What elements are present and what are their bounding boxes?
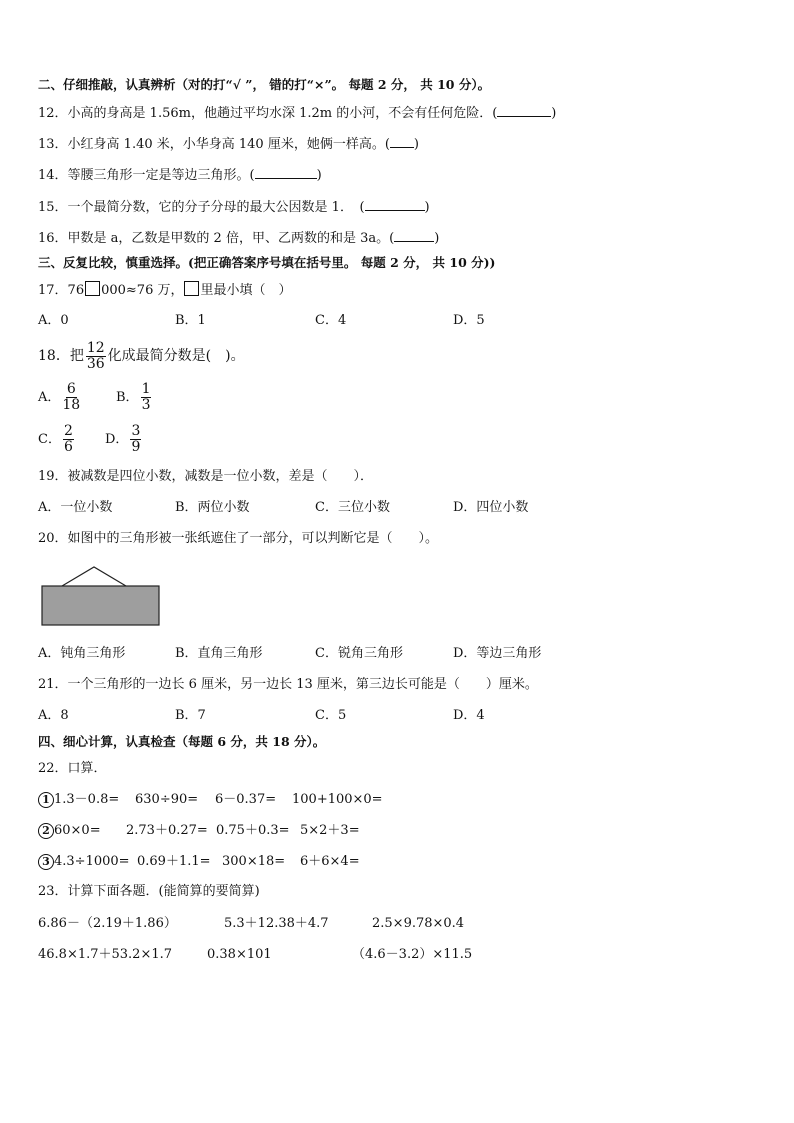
option-label: A．: [38, 390, 61, 405]
calc-item: 46.8×1.7＋53.2×1.7: [38, 947, 173, 962]
triangle-apex-lines: [62, 567, 126, 586]
answer-blank-16[interactable]: [394, 229, 434, 242]
question-17-part2: 000≈76 万，: [101, 283, 184, 298]
oral-calc-item: 6－0.37=: [215, 792, 277, 807]
oral-calc-item: 2.73＋0.27=: [126, 823, 208, 838]
oral-calc-item: 1.3－0.8=: [54, 792, 120, 807]
question-17-part3: 里最小填（ ）: [200, 283, 292, 298]
q21-option-b[interactable]: B．7: [175, 708, 206, 723]
question-18-suffix: 化成最简分数是( )。: [107, 348, 245, 364]
question-14-close: ): [316, 168, 322, 183]
question-16-close: ): [434, 231, 440, 246]
question-16: [38, 229, 439, 247]
q19-option-a[interactable]: A．一位小数: [38, 500, 113, 515]
question-20: 20．如图中的三角形被一张纸遮住了一部分，可以判断它是（ ）。: [38, 531, 439, 546]
question-13-text: 13．小红身高 1.40 米，小华身高 140 厘米，她俩一样高。(: [38, 137, 390, 152]
question-22-title: 22．口算．: [38, 761, 107, 776]
fraction: [130, 424, 141, 455]
fraction-numerator: 12: [86, 339, 105, 356]
fraction-denominator: 9: [131, 439, 141, 455]
option-label: B．: [116, 390, 139, 405]
answer-blank-14[interactable]: [255, 166, 317, 179]
fraction-numerator: 6: [66, 381, 76, 397]
oral-calc-item: 630÷90=: [135, 792, 199, 807]
oral-calc-item: 0.75＋0.3=: [216, 823, 290, 838]
option-label: C．: [38, 432, 61, 447]
question-16-text: 16．甲数是 a，乙数是甲数的 2 倍，甲、乙两数的和是 3a。(: [38, 231, 395, 246]
fraction-denominator: 18: [62, 397, 81, 413]
fraction-denominator: 6: [63, 439, 73, 455]
q21-option-c[interactable]: C．5: [315, 708, 347, 723]
calc-item: 5.3＋12.38＋4.7: [224, 916, 329, 931]
q19-option-b[interactable]: B．两位小数: [175, 500, 250, 515]
oral-calc-row-1: [38, 792, 119, 808]
circled-number-icon: 1: [38, 792, 54, 808]
question-15-close: ): [424, 200, 430, 215]
question-17-part1: 17．76: [38, 283, 85, 298]
oral-calc-item: 300×18=: [222, 854, 286, 869]
oral-calc-item: 6＋6×4=: [300, 854, 360, 869]
question-15: [38, 198, 430, 216]
q21-option-a[interactable]: A．8: [38, 708, 69, 723]
answer-blank-12[interactable]: [497, 104, 551, 117]
answer-blank-13[interactable]: [390, 135, 414, 148]
q18-option-c[interactable]: [38, 423, 76, 457]
question-23-title: 23．计算下面各题．(能简算的要简算): [38, 884, 260, 899]
q18-option-a[interactable]: [38, 381, 82, 415]
blank-box-icon[interactable]: [184, 281, 199, 296]
calc-item: 0.38×101: [207, 947, 272, 962]
q20-option-a[interactable]: A．钝角三角形: [38, 646, 126, 661]
q19-option-d[interactable]: D．四位小数: [453, 500, 529, 515]
option-label: D．: [105, 432, 129, 447]
q19-option-c[interactable]: C．三位小数: [315, 500, 390, 515]
paper-cover-rect: [42, 586, 159, 625]
section-4-header: 四、细心计算，认真检查（每题 6 分，共 18 分）。: [38, 734, 326, 749]
question-15-text: 15．一个最简分数，它的分子分母的最大公因数是 1． (: [38, 200, 365, 215]
q20-option-b[interactable]: B．直角三角形: [175, 646, 263, 661]
calc-item: 2.5×9.78×0.4: [372, 916, 465, 931]
blank-box-icon[interactable]: [85, 281, 100, 296]
question-21: 21．一个三角形的一边长 6 厘米，另一边长 13 厘米，第三边长可能是（ ）厘米。: [38, 677, 538, 692]
section-3-header: 三、反复比较，慎重选择。(把正确答案序号填在括号里。 每题 2 分， 共 10 分)): [38, 255, 496, 270]
question-12-close: ): [551, 106, 557, 121]
circled-number-icon: 2: [38, 823, 54, 839]
q20-option-d[interactable]: D．等边三角形: [453, 646, 542, 661]
question-14: [38, 166, 322, 184]
oral-calc-item: 60×0=: [54, 823, 101, 838]
answer-blank-15[interactable]: [365, 198, 425, 211]
fraction-numerator: 1: [141, 381, 151, 397]
question-18-prefix: 18．把: [38, 348, 84, 364]
q17-option-a[interactable]: A．0: [38, 313, 69, 328]
fraction: [141, 382, 152, 413]
question-19: 19．被减数是四位小数，减数是一位小数，差是（ ）．: [38, 469, 374, 484]
q21-option-d[interactable]: D．4: [453, 708, 485, 723]
question-12-text: 12．小高的身高是 1.56m，他趟过平均水深 1.2m 的小河，不会有任何危险．(: [38, 106, 498, 121]
oral-calc-item: 100+100×0=: [292, 792, 383, 807]
question-17: [38, 281, 292, 299]
fraction: [62, 382, 80, 413]
q17-option-b[interactable]: B．1: [175, 313, 206, 328]
calc-item: 6.86－（2.19＋1.86）: [38, 916, 177, 931]
oral-calc-row-3: [38, 854, 130, 870]
q20-option-c[interactable]: C．锐角三角形: [315, 646, 403, 661]
oral-calc-item: 0.69＋1.1=: [137, 854, 211, 869]
oral-calc-item: 5×2＋3=: [300, 823, 360, 838]
oral-calc-item: 4.3÷1000=: [54, 854, 130, 869]
fraction-12-36: [86, 341, 106, 372]
q18-option-d[interactable]: [105, 423, 143, 457]
calc-item: （4.6－3.2）×11.5: [352, 947, 473, 962]
q18-option-b[interactable]: [116, 381, 153, 415]
question-13: [38, 135, 419, 153]
fraction: [63, 424, 74, 455]
fraction-numerator: 2: [63, 423, 73, 439]
fraction-denominator: 36: [86, 355, 105, 372]
oral-calc-row-2: [38, 823, 101, 839]
q17-option-d[interactable]: D．5: [453, 313, 485, 328]
question-12: [38, 104, 556, 122]
covered-triangle-figure: [40, 564, 164, 628]
circled-number-icon: 3: [38, 854, 54, 870]
question-18: [38, 339, 245, 373]
section-2-header: 二、仔细推敲，认真辨析（对的打“√ ”， 错的打“×”。 每题 2 分， 共 10 分）。: [38, 77, 491, 92]
question-13-close: ): [413, 137, 419, 152]
fraction-denominator: 3: [141, 397, 151, 413]
fraction-numerator: 3: [131, 423, 141, 439]
question-14-text: 14．等腰三角形一定是等边三角形。(: [38, 168, 255, 183]
q17-option-c[interactable]: C．4: [315, 313, 347, 328]
